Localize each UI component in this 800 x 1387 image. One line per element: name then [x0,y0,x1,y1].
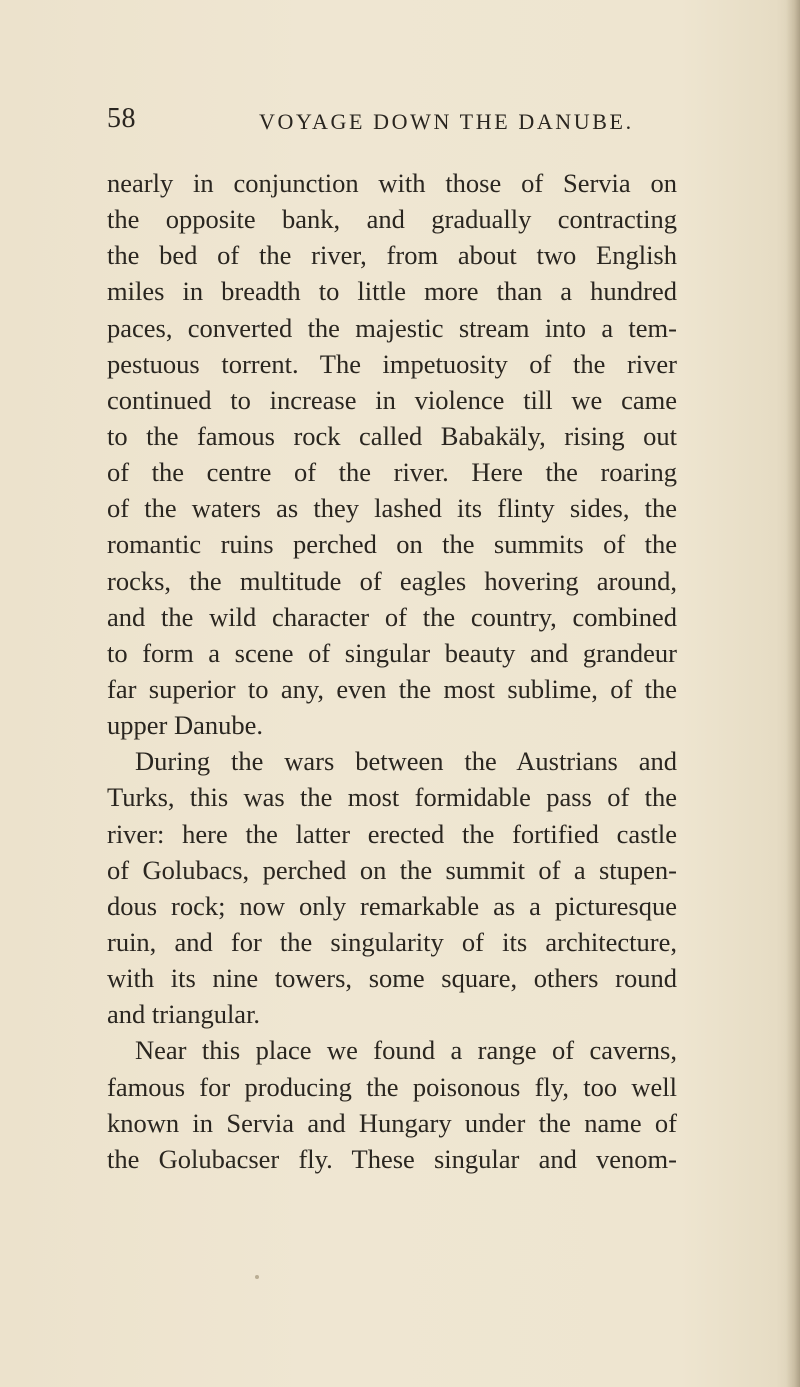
paragraph-end-line: upper Danube. [107,710,263,741]
text-line: with its nine towers, some square, others round [107,963,677,994]
text-line: the Golubacser fly. These singular and venom- [107,1143,677,1174]
running-head: VOYAGE DOWN THE DANUBE. [259,109,634,134]
text-line: and the wild character of the country, combined [107,601,677,632]
page-edge-shadow [786,0,800,1387]
text-line: nearly in conjunction with those of Servia on [107,168,677,198]
text-line: to the famous rock called Babakäly, rising out [107,420,677,451]
text-line: of the centre of the river. Here the roaring [107,457,677,488]
text-line: paces, converted the majestic stream into a tem- [107,312,677,343]
text-line: famous for producing the poisonous fly, too well [107,1071,677,1102]
text-line: to form a scene of singular beauty and grandeur [107,637,677,668]
text-line: of the waters as they lashed its flinty sides, the [107,493,677,524]
page-header [107,103,667,135]
text-line: the opposite bank, and gradually contracting [107,204,677,235]
text-line: of Golubacs, perched on the summit of a stupen- [107,854,677,885]
text-line: rocks, the multitude of eagles hovering around, [107,565,677,596]
text-line: Turks, this was the most formidable pass of the [107,782,677,813]
body-text [107,165,677,1177]
text-line: known in Servia and Hungary under the name of [107,1107,677,1138]
paragraph-start-line: During the wars between the Austrians and [135,746,677,777]
paragraph-end-line: and triangular. [107,999,261,1030]
text-line: ruin, and for the singularity of its architecture, [107,926,677,957]
paper-speck [255,1275,259,1279]
text-line: river: here the latter erected the fortified castle [107,818,677,849]
text-line: dous rock; now only remarkable as a picturesque [107,890,677,921]
text-line: pestuous torrent. The impetuosity of the river [107,348,677,379]
text-line: far superior to any, even the most sublime, of the [107,673,677,704]
paragraph-start-line: Near this place we found a range of caverns, [135,1035,677,1066]
text-line: romantic ruins perched on the summits of the [107,529,677,560]
text-line: the bed of the river, from about two English [107,240,677,271]
text-line: continued to increase in violence till we came [107,384,677,415]
text-line: miles in breadth to little more than a hundred [107,276,677,307]
page-number: 58 [107,103,136,134]
